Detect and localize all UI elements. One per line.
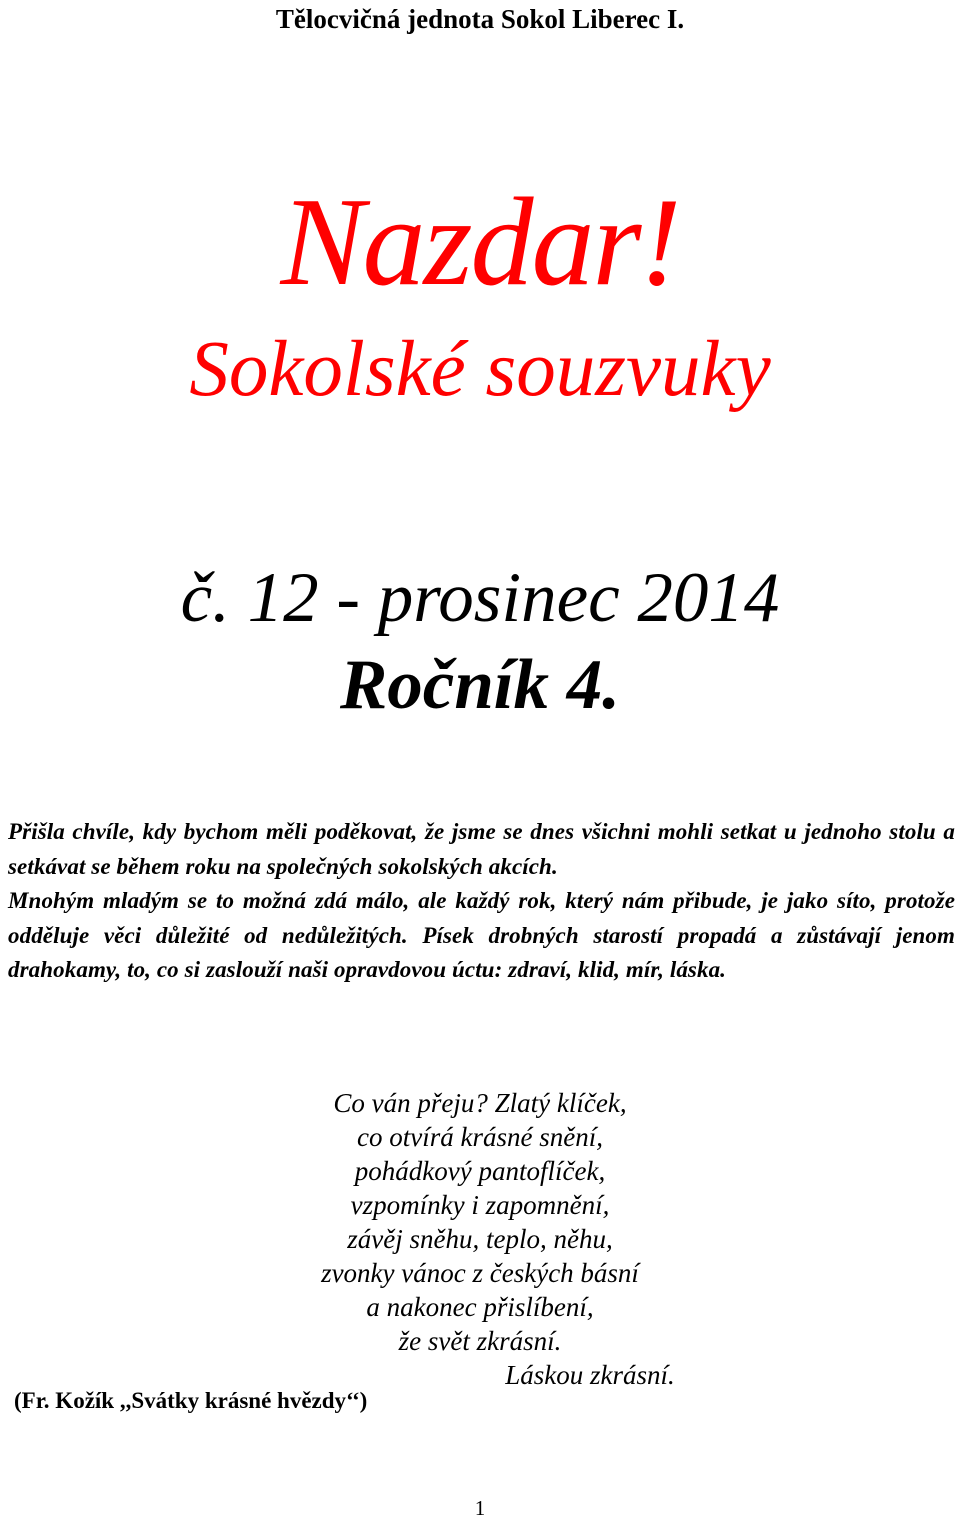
page-number: 1: [474, 1496, 486, 1520]
poem-last-line: Láskou zkrásní.: [505, 1360, 675, 1390]
intro-paragraph: Přišla chvíle, kdy bychom měli poděkovat, že jsme se dnes všichni mohli setkat u jednoho stolu a setkávat se během roku na společných sokolských akcích.: [8, 819, 955, 879]
poem-line: Co ván přeju? Zlatý klíček,: [333, 1088, 627, 1118]
poem-line: co otvírá krásné snění,: [357, 1122, 603, 1152]
intro-text: [8, 815, 955, 988]
poem-line: zvonky vánoc z českých básní: [321, 1258, 639, 1288]
issue-volume: Ročník 4.: [339, 646, 621, 724]
poem-line: vzpomínky i zapomnění,: [350, 1190, 610, 1220]
poem: [0, 1086, 960, 1392]
poem-line: a nakonec přislíbení,: [366, 1292, 594, 1322]
poem-line: že svět zkrásní.: [398, 1326, 562, 1356]
organization-header: Tělocvičná jednota Sokol Liberec I.: [275, 4, 685, 34]
poem-line: závěj sněhu, teplo, něhu,: [347, 1224, 613, 1254]
newsletter-title: Nazdar!: [280, 173, 680, 312]
issue-number-date: č. 12 - prosinec 2014: [180, 559, 780, 637]
poem-attribution: (Fr. Kožík ,,Svátky krásné hvězdy‘‘): [14, 1388, 368, 1413]
intro-paragraph: Mnohým mladým se to možná zdá málo, ale každý rok, který nám přibude, je jako síto, protože odděluje věci důležité od nedůležitých. Písek drobných starostí propadá a zůstávají jenom drahokamy, to, co si zaslouží naši opravdovou úctu: zdraví, klid, mír, láska.: [8, 888, 955, 982]
newsletter-subtitle: Sokolské souzvuky: [189, 326, 771, 413]
poem-line: pohádkový pantoflíček,: [354, 1156, 606, 1186]
